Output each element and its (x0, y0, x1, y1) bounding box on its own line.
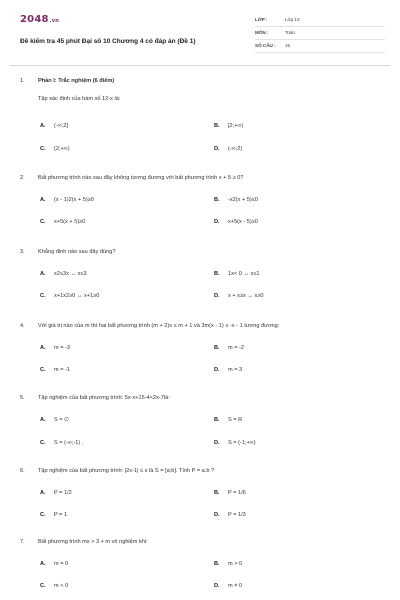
answer-option-d[interactable] (214, 293, 264, 299)
question-item (10, 175, 390, 249)
meta-value: Toán (285, 30, 295, 35)
option-letter: C. (40, 146, 46, 152)
option-letter: A. (40, 197, 46, 203)
exam-page (10, 0, 390, 600)
option-text: S = (-1;+∞) (228, 440, 256, 446)
option-text: [2;+∞) (228, 123, 244, 129)
question-list (10, 78, 390, 600)
answer-option-c[interactable] (40, 219, 85, 225)
option-letter: D. (214, 146, 220, 152)
answer-option-d[interactable] (214, 583, 242, 589)
answer-option-b[interactable] (214, 345, 244, 351)
option-letter: C. (40, 440, 46, 446)
site-logo[interactable] (20, 14, 59, 25)
answer-option-c[interactable] (40, 146, 70, 152)
option-letter: A. (40, 490, 46, 496)
answer-option-a[interactable] (40, 345, 70, 351)
option-text: (-∞;2] (54, 123, 68, 129)
option-text: S = R (228, 417, 243, 423)
option-letter: D. (214, 512, 220, 518)
option-letter: B. (214, 271, 220, 277)
answer-option-b[interactable] (214, 490, 246, 496)
question-item (10, 323, 390, 395)
option-letter: D. (214, 367, 220, 373)
question-item (10, 249, 390, 323)
option-letter: A. (40, 271, 46, 277)
answer-option-d[interactable] (214, 440, 256, 446)
option-text: x+1x2≥0 ↔ x+1≥0 (54, 293, 100, 299)
question-item (10, 78, 390, 159)
option-text: m = -3 (54, 345, 71, 351)
question-text: Tập xác định của hàm số 12-x là: (38, 96, 121, 102)
option-text: m ≠ 0 (228, 583, 242, 589)
answer-option-b[interactable] (214, 271, 260, 277)
answer-option-d[interactable] (214, 219, 258, 225)
option-text: P = 1/3 (228, 512, 246, 518)
question-number: 1. (20, 78, 25, 84)
meta-row-question-count (255, 40, 385, 53)
option-text: m < 0 (54, 583, 69, 589)
option-letter: B. (214, 345, 220, 351)
answer-option-c[interactable] (40, 367, 70, 373)
option-text: S = ∅ (54, 417, 69, 423)
option-letter: D. (214, 293, 220, 299)
option-letter: B. (214, 490, 220, 496)
meta-value: Lớp 10 (285, 17, 300, 22)
answer-option-c[interactable] (40, 440, 83, 446)
option-letter: B. (214, 417, 220, 423)
option-text: P = 1 (54, 512, 68, 518)
option-text: P = 1/2 (54, 490, 72, 496)
option-text: 1x< 0 ↔ x≤1 (228, 271, 260, 277)
meta-label: LỚP : (255, 17, 268, 22)
option-letter: C. (40, 219, 46, 225)
option-letter: B. (214, 561, 220, 567)
meta-value: 15 (285, 43, 291, 48)
answer-option-a[interactable] (40, 490, 72, 496)
answer-option-b[interactable] (214, 417, 242, 423)
option-letter: A. (40, 123, 46, 129)
document-title: Đề kiểm tra 45 phút Đại số 10 Chương 4 có đáp án (Đề 1) (20, 38, 196, 45)
answer-option-c[interactable] (40, 512, 67, 518)
option-text: m > 0 (228, 561, 243, 567)
answer-option-b[interactable] (214, 561, 242, 567)
option-letter: A. (40, 345, 46, 351)
option-text: x+5(x - 5)≥0 (228, 219, 258, 225)
section-heading: Phần I: Trắc nghiệm (6 điểm) (38, 78, 115, 84)
answer-option-a[interactable] (40, 271, 87, 277)
question-text: Khẳng định nào sau đây đúng? (38, 249, 116, 255)
option-text: -x2(x + 5)≤0 (228, 197, 258, 203)
question-text: Tập nghiệm của bất phương trình: 5x-x+15-4<2x-7là: (38, 395, 170, 401)
option-text: m = -2 (228, 345, 245, 351)
question-number: 4. (20, 323, 25, 329)
question-number: 2. (20, 175, 25, 181)
answer-option-a[interactable] (40, 417, 69, 423)
option-letter: A. (40, 417, 46, 423)
option-text: S = (-∞;-1) . (54, 440, 84, 446)
question-text: Tập nghiệm của bất phương trình: |2x-1| ≤ x là S = [a;b]. Tính P = a.b ? (38, 468, 215, 474)
logo-text: 2048 (20, 14, 49, 25)
question-text: Bất phương trình nào sau đây không tương đương với bất phương trình x + 5 ≥ 0? (38, 175, 244, 181)
answer-option-d[interactable] (214, 146, 242, 152)
option-text: x+5(x + 5)≥0 (54, 219, 86, 225)
option-letter: D. (214, 440, 220, 446)
option-text: m = -1 (54, 367, 71, 373)
option-text: x + x≥x ↔ x≥0 (228, 293, 264, 299)
answer-option-a[interactable] (40, 197, 94, 203)
meta-label: MÔN : (255, 30, 269, 35)
option-letter: A. (40, 561, 46, 567)
logo-domain: .vn (49, 18, 59, 24)
question-number: 3. (20, 249, 25, 255)
answer-option-c[interactable] (40, 583, 68, 589)
meta-label: SỐ CÂU : (255, 43, 276, 48)
answer-option-d[interactable] (214, 512, 246, 518)
option-text: (-∞;2) (228, 146, 243, 152)
answer-option-b[interactable] (214, 123, 243, 129)
option-text: m = 3 (228, 367, 243, 373)
meta-row-class (255, 14, 385, 27)
option-text: (x - 1)2(x + 5)≥0 (54, 197, 94, 203)
answer-option-a[interactable] (40, 561, 68, 567)
option-letter: D. (214, 219, 220, 225)
answer-option-a[interactable] (40, 123, 68, 129)
meta-row-subject (255, 27, 385, 40)
option-letter: B. (214, 123, 220, 129)
option-letter: C. (40, 512, 46, 518)
option-text: m = 0 (54, 561, 69, 567)
question-number: 5. (20, 395, 25, 401)
option-letter: B. (214, 197, 220, 203)
option-text: x2≤3x ↔ x≤3 (54, 271, 87, 277)
question-number: 6. (20, 468, 25, 474)
option-letter: C. (40, 583, 46, 589)
answer-option-b[interactable] (214, 197, 258, 203)
option-text: (2;+∞) (54, 146, 70, 152)
option-letter: D. (214, 583, 220, 589)
option-letter: C. (40, 293, 46, 299)
question-text: Bất phương trình mx > 3 + m vô nghiệm khi: (38, 539, 148, 545)
question-text: Với giá trị nào của m thì hai bất phương trình (m + 2)x ≤ m + 1 và 3m(x - 1) ≤ -x - 1 tương đương: (38, 323, 280, 329)
answer-option-d[interactable] (214, 367, 242, 373)
option-text: P = 1/6 (228, 490, 246, 496)
question-item (10, 468, 390, 539)
answer-option-c[interactable] (40, 293, 99, 299)
question-item (10, 395, 390, 468)
option-letter: C. (40, 367, 46, 373)
question-item (10, 539, 390, 600)
exam-meta-table (255, 14, 385, 53)
question-number: 7. (20, 539, 25, 545)
exam-header (10, 4, 390, 66)
